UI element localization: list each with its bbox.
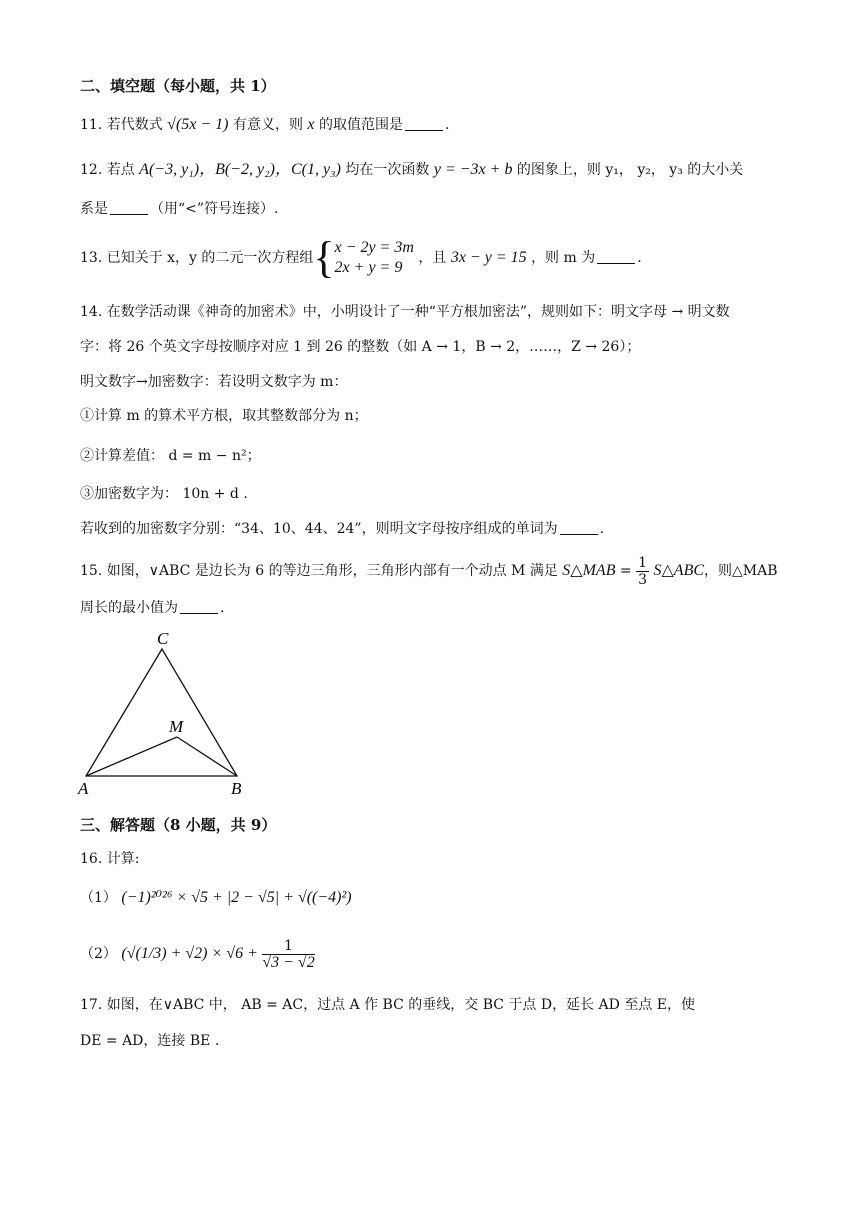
question-12 xyxy=(80,160,743,180)
equation-system xyxy=(335,238,414,278)
q16-title: 16. 计算: xyxy=(80,851,140,867)
segment-am xyxy=(86,737,177,776)
question-12-line2 xyxy=(80,199,279,219)
answer-blank xyxy=(405,116,443,131)
label-b: B xyxy=(231,779,242,798)
q12-points: A(−3, y₁)，B(−2, y₂)，C(1, y₃) xyxy=(139,161,341,178)
q15-post: ，则△MAB xyxy=(704,563,778,579)
section-3-title: 三、解答题（8 小题，共 9） xyxy=(80,816,277,834)
q12-line2-post: （用“<”符号连接）. xyxy=(150,201,279,217)
q13-mid: ，且 xyxy=(418,250,447,266)
q11-pre: 11. 若代数式 xyxy=(80,117,163,133)
answer-blank xyxy=(597,249,635,264)
q13-post: ，则 m 为 xyxy=(531,250,596,266)
label-m: M xyxy=(169,717,184,736)
q14-step2: ②计算差值： d = m − n²； xyxy=(80,448,261,464)
answer-blank xyxy=(560,520,598,535)
segment-mb xyxy=(177,737,237,776)
q13-end: . xyxy=(637,250,642,266)
q16-p1-expression: (−1)²⁰²⁶ × √5 + |2 − √5| + √((−4)²) xyxy=(121,889,352,906)
question-11 xyxy=(80,115,449,135)
q11-expression: √(5x − 1) xyxy=(167,116,229,133)
q14-step3: ③加密数字为： 10n + d . xyxy=(80,486,248,502)
question-13 xyxy=(80,233,642,282)
q13-eq2: 2x + y = 9 xyxy=(334,259,403,276)
q11-var: x xyxy=(307,116,315,133)
q13-condition: 3x − y = 15 xyxy=(450,249,527,266)
triangle-abc xyxy=(86,649,237,776)
fraction-one-third xyxy=(636,555,649,588)
q13-eq1: x − 2y = 3m xyxy=(334,239,414,256)
frac-den: 3 xyxy=(638,571,648,588)
label-a: A xyxy=(78,779,89,798)
answer-blank xyxy=(110,200,148,215)
q13-pre: 13. 已知关于 x，y 的二元一次方程组 xyxy=(80,250,314,266)
q16-p2-expression: (√(1/3) + √2) × √6 + xyxy=(121,945,258,962)
q15-s-abc: S△ABC xyxy=(653,562,705,579)
q12-mid: 均在一次函数 xyxy=(345,162,430,178)
q15-line2 xyxy=(80,598,224,618)
q14-last xyxy=(80,519,604,539)
triangle-figure xyxy=(70,625,270,800)
frac-num: 1 xyxy=(638,554,648,571)
q14-last-end: . xyxy=(599,521,605,537)
q14-last-pre: 若收到的加密数字分别：“34、10、44、24”，则明文字母按序组成的单词为 xyxy=(80,521,558,537)
q17-line1: 17. 如图，在∨ABC 中， AB = AC，过点 A 作 BC 的垂线，交 BC 于点 D，延长 AD 至点 E，使 xyxy=(80,997,695,1013)
q14-step1: ①计算 m 的算术平方根，取其整数部分为 n； xyxy=(80,408,368,424)
q14-line2: 字：将 26 个英文字母按顺序对应 1 到 26 的整数（如 A → 1，B → 2，……，Z → 26）； xyxy=(80,339,641,355)
q15-pre: 15. 如图，∨ABC 是边长为 6 的等边三角形，三角形内部有一个动点 M 满足 xyxy=(80,563,558,579)
q16-p2-fraction xyxy=(262,938,314,971)
q15-line2-pre: 周长的最小值为 xyxy=(80,600,178,616)
q12-post: 的图象上，则 y₁， y₂， y₃ 的大小关 xyxy=(516,162,744,178)
answer-blank xyxy=(180,599,218,614)
system-brace: { xyxy=(313,233,335,282)
section-2-title: 二、填空题（每小题，共 1） xyxy=(80,77,276,95)
q15-line2-end: . xyxy=(220,600,225,616)
q14-line1: 14. 在数学活动课《神奇的加密术》中，小明设计了一种“平方根加密法”，规则如下：明文字母 → 明文数 xyxy=(80,304,730,320)
q16-part2 xyxy=(80,934,315,974)
q16-p1-label: （1） xyxy=(80,890,117,906)
q16-part1 xyxy=(80,888,352,908)
question-15 xyxy=(80,553,778,589)
q11-end: . xyxy=(444,117,450,133)
frac-num: 1 xyxy=(262,938,314,955)
q11-mid: 有意义，则 xyxy=(232,117,303,133)
q11-post: 的取值范围是 xyxy=(318,117,403,133)
q16-p2-label: （2） xyxy=(80,946,117,962)
label-c: C xyxy=(157,629,169,648)
q15-eq: = xyxy=(619,563,632,579)
q17-line2: DE = AD，连接 BE . xyxy=(80,1033,220,1049)
q15-s-mab: S△MAB xyxy=(562,562,616,579)
q12-line2-pre: 系是 xyxy=(80,201,108,217)
q12-function: y = −3x + b xyxy=(433,161,513,178)
q12-pre: 12. 若点 xyxy=(80,162,135,178)
q14-line3: 明文数字→加密数字：若设明文数字为 m： xyxy=(80,374,348,390)
frac-den: √3 − √2 xyxy=(262,953,315,971)
